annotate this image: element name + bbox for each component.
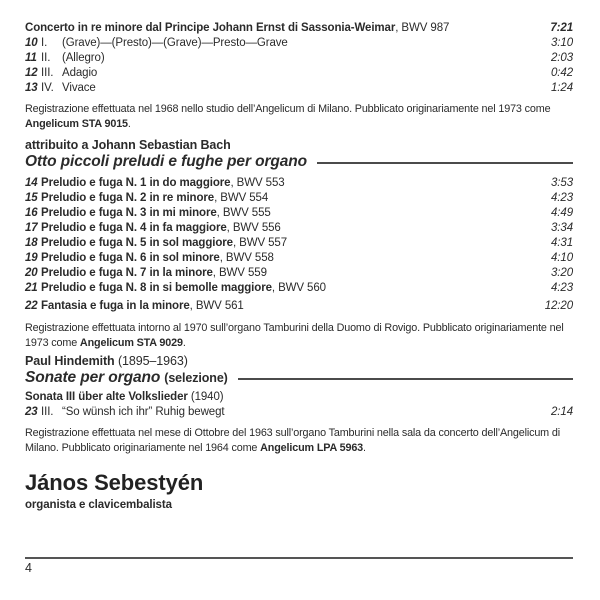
track-duration: 4:23: [551, 282, 573, 294]
track-title-bold: Preludio e fuga N. 4 in fa maggiore: [41, 222, 227, 234]
track-title: (Grave)—(Presto)—(Grave)—Presto—Grave: [62, 37, 288, 49]
note-catalog-bold: Angelicum STA 9015: [25, 117, 128, 130]
section-title: Otto piccoli preludi e fughe per organo: [25, 153, 308, 170]
movement-numeral: II.: [41, 52, 51, 64]
note-text: Registrazione effettuata nel mese di Ottobre del 1963 sull’organo Tamburini nella sala da concerto dell’Angelicum di Milano. Pubblicato originariamente nel 1964 come: [25, 427, 560, 454]
track-number: 18: [25, 237, 38, 249]
track-row-20: [25, 266, 573, 281]
section-title-row: [25, 153, 573, 171]
track-catalog: , BWV 554: [214, 192, 269, 204]
track-catalog: , BWV 560: [271, 282, 326, 294]
work-total-duration: 7:21: [550, 22, 573, 34]
work-title-bold: Concerto in re minore dal Principe Johann Ernst di Sassonia-Weimar: [25, 22, 396, 34]
track-catalog: , BWV 561: [189, 300, 244, 312]
movement-numeral: III.: [41, 406, 54, 418]
track-row-11: [25, 51, 573, 66]
track-title: (Allegro): [62, 52, 105, 64]
track-row-10: [25, 36, 573, 51]
track-row-16: [25, 206, 573, 221]
track-title: [41, 206, 543, 221]
sonata-year: (1940): [187, 391, 224, 403]
track-title-bold: Preludio e fuga N. 2 in re minore: [41, 192, 215, 204]
track-title: Adagio: [62, 67, 98, 79]
note-text-end: .: [127, 117, 131, 130]
track-title: [41, 191, 543, 206]
track-duration: 4:31: [551, 237, 573, 249]
track-catalog: , BWV 559: [212, 267, 267, 279]
sonata-title-line: [25, 390, 573, 405]
artist-role: organista e clavicembalista: [25, 499, 172, 511]
track-row-12: [25, 66, 573, 81]
work-catalog: , BWV 987: [395, 22, 450, 34]
track-title-bold: Preludio e fuga N. 8 in si bemolle maggiore: [41, 282, 272, 294]
track-row-15: [25, 191, 573, 206]
page-number: 4: [25, 561, 32, 575]
note-catalog-bold: Angelicum STA 9029: [79, 336, 183, 349]
track-number: 16: [25, 207, 38, 219]
note-text-end: .: [363, 441, 366, 454]
track-title-bold: Preludio e fuga N. 6 in sol minore: [41, 252, 220, 264]
recording-note-1: [25, 102, 573, 131]
movement-numeral: I.: [41, 37, 48, 49]
track-number: 20: [25, 267, 38, 279]
recording-note-2: [25, 321, 573, 350]
track-duration: 3:20: [551, 267, 573, 279]
track-duration: 2:14: [551, 406, 573, 418]
track-title: “So wünsh ich ihr” Ruhig bewegt: [62, 406, 225, 418]
track-number: 14: [25, 177, 38, 189]
track-number: 12: [25, 67, 38, 79]
track-catalog: , BWV 556: [226, 222, 281, 234]
track-number: 10: [25, 37, 38, 49]
section-title: Sonate per organo: [25, 369, 161, 386]
section-subtitle: (selezione): [164, 371, 228, 385]
track-row-18: [25, 236, 573, 251]
track-row-23: [25, 405, 573, 420]
composer-name: Paul Hindemith: [25, 354, 115, 368]
track-duration: 4:49: [551, 207, 573, 219]
track-duration: 3:53: [551, 177, 573, 189]
track-number: 21: [25, 282, 38, 294]
heading-rule: [317, 162, 573, 164]
note-text: Registrazione effettuata nel 1968 nello studio dell’Angelicum di Milano. Pubblicato originariamente nel 1973 come: [25, 103, 551, 115]
track-title-bold: Preludio e fuga N. 7 in la minore: [41, 267, 213, 279]
footer-rule: [25, 557, 573, 559]
track-title-bold: Preludio e fuga N. 3 in mi minore: [41, 207, 217, 219]
track-duration: 3:34: [551, 222, 573, 234]
work-header-concerto: [25, 21, 573, 36]
artist-name: János Sebestyén: [25, 470, 204, 495]
track-row-17: [25, 221, 573, 236]
track-duration: 3:10: [551, 37, 573, 49]
track-number: 15: [25, 192, 38, 204]
track-duration: 4:10: [551, 252, 573, 264]
track-catalog: , BWV 555: [216, 207, 271, 219]
track-row-14: [25, 176, 573, 191]
track-number: 11: [25, 52, 37, 64]
track-row-21: [25, 281, 573, 296]
section-header-bach: [25, 138, 573, 171]
track-row-13: [25, 81, 573, 96]
bach-track-list: [25, 176, 573, 314]
track-duration: 2:03: [551, 52, 573, 64]
track-title-bold: Fantasia e fuga in la minore: [41, 300, 190, 312]
composer-dates: (1895–1963): [114, 354, 188, 368]
section-header-hindemith: [25, 354, 573, 387]
movement-numeral: III.: [41, 67, 54, 79]
track-title: [41, 176, 543, 191]
track-title-bold: Preludio e fuga N. 5 in sol maggiore: [41, 237, 233, 249]
track-title: [41, 281, 543, 296]
track-number: 19: [25, 252, 38, 264]
attribution-line: attribuito a Johann Sebastian Bach: [25, 138, 231, 152]
note-text-end: .: [182, 336, 186, 349]
track-row-22: [25, 299, 573, 314]
track-catalog: , BWV 557: [232, 237, 288, 249]
track-title-bold: Preludio e fuga N. 1 in do maggiore: [41, 177, 231, 189]
track-title: [41, 236, 543, 251]
artist-block: [25, 470, 203, 512]
movement-numeral: IV.: [41, 82, 54, 94]
track-catalog: , BWV 558: [219, 252, 274, 264]
sonata-title: Sonata III über alte Volkslieder: [25, 391, 188, 403]
section-title-row: [25, 369, 573, 387]
track-title: [41, 299, 537, 314]
track-duration: 12:20: [544, 300, 573, 312]
track-number: 13: [25, 82, 38, 94]
track-number: 23: [25, 406, 38, 418]
work-title: [25, 21, 542, 36]
track-duration: 0:42: [551, 67, 573, 79]
track-row-19: [25, 251, 573, 266]
track-title: Vivace: [62, 82, 96, 94]
track-title: [41, 266, 543, 281]
track-catalog: , BWV 553: [230, 177, 285, 189]
note-catalog-bold: Angelicum LPA 5963: [260, 441, 364, 454]
track-number: 17: [25, 222, 38, 234]
recording-note-3: [25, 426, 573, 455]
track-title: [41, 251, 543, 266]
track-duration: 1:24: [551, 82, 573, 94]
note-text: Registrazione effettuata intorno al 1970 sull’organo Tamburini della Duomo di Rovigo. Pubblicato originariamente nel 1973 come: [25, 322, 564, 349]
heading-rule: [238, 378, 573, 380]
track-number: 22: [25, 300, 38, 312]
track-title: [41, 221, 543, 236]
track-duration: 4:23: [551, 192, 573, 204]
composer-line: [25, 354, 573, 369]
